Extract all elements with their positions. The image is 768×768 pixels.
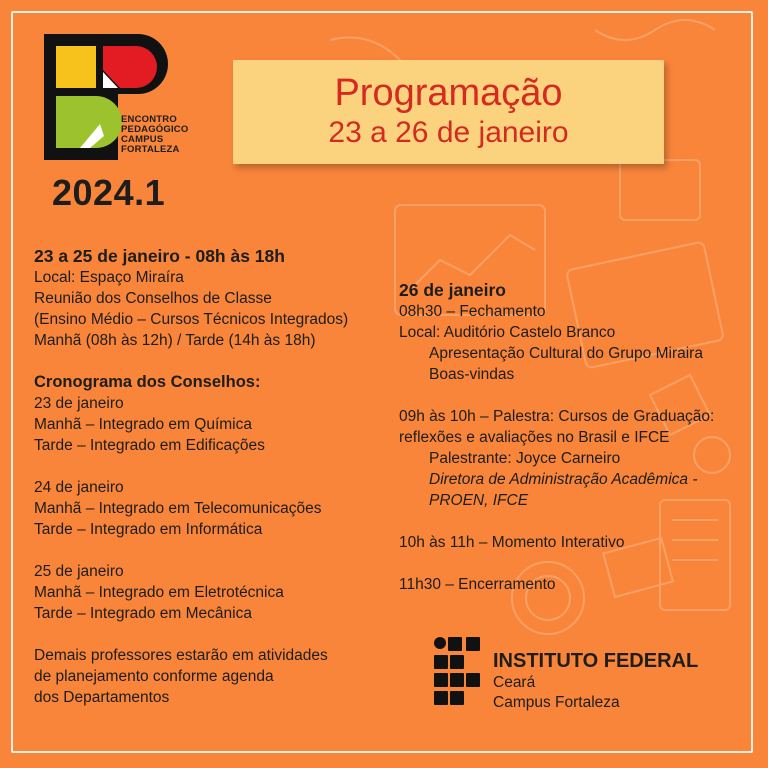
- right-line-8: Diretora de Administração Acadêmica -: [429, 471, 698, 488]
- note-line-3: dos Departamentos: [34, 689, 170, 706]
- right-line-2: Local: Auditório Castelo Branco: [399, 324, 616, 341]
- right-line-3: Apresentação Cultural do Grupo Miraira: [429, 345, 703, 362]
- page-title: Programação: [334, 72, 563, 114]
- right-line-1: 08h30 – Fechamento: [399, 303, 546, 320]
- day2-afternoon: Tarde – Integrado em Informática: [34, 521, 263, 538]
- day1-date: 23 de janeiro: [34, 395, 124, 412]
- cronograma-heading: Cronograma dos Conselhos:: [34, 373, 261, 391]
- left-line-2: Reunião dos Conselhos de Classe: [34, 290, 272, 307]
- right-heading: 26 de janeiro: [399, 280, 506, 300]
- left-local: Local: Espaço Miraíra: [34, 269, 184, 286]
- edition-label: 2024.1: [52, 172, 166, 213]
- left-line-4: Manhã (08h às 12h) / Tarde (14h às 18h): [34, 332, 316, 349]
- right-line-9: PROEN, IFCE: [429, 492, 529, 509]
- logo-line-2: PEDAGÓGICO: [121, 124, 189, 135]
- institution-name: INSTITUTO FEDERAL: [493, 650, 699, 672]
- right-schedule: [399, 280, 714, 595]
- day2-morning: Manhã – Integrado em Telecomunicações: [34, 500, 322, 517]
- right-line-6: reflexões e avaliações no Brasil e IFCE: [399, 429, 670, 446]
- day1-morning: Manhã – Integrado em Química: [34, 416, 252, 433]
- left-schedule: [34, 246, 348, 708]
- day3-afternoon: Tarde – Integrado em Mecânica: [34, 605, 252, 622]
- logo-line-3: CAMPUS: [121, 134, 164, 145]
- right-line-7: Palestrante: Joyce Carneiro: [429, 450, 621, 467]
- logo-line-4: FORTALEZA: [121, 144, 180, 155]
- left-line-3: (Ensino Médio – Cursos Técnicos Integrados): [34, 311, 349, 328]
- note-line-2: de planejamento conforme agenda: [34, 668, 274, 685]
- right-line-10: 10h às 11h – Momento Interativo: [399, 534, 625, 551]
- right-line-11: 11h30 – Encerramento: [399, 576, 556, 593]
- right-line-4: Boas-vindas: [429, 366, 515, 383]
- logo-caption: [121, 115, 188, 155]
- institution-block: [493, 650, 698, 713]
- right-line-5: 09h às 10h – Palestra: Cursos de Graduação:: [399, 408, 715, 425]
- title-box: [233, 60, 664, 164]
- day3-date: 25 de janeiro: [34, 563, 124, 580]
- day2-date: 24 de janeiro: [34, 479, 124, 496]
- page-dates: 23 a 26 de janeiro: [328, 116, 569, 149]
- day3-morning: Manhã – Integrado em Eletrotécnica: [34, 584, 284, 601]
- instituto-federal-icon: [433, 636, 483, 706]
- institution-campus: Campus Fortaleza: [493, 694, 620, 711]
- note-line-1: Demais professores estarão em atividades: [34, 647, 328, 664]
- logo-line-1: ENCONTRO: [121, 114, 177, 125]
- day1-afternoon: Tarde – Integrado em Edificações: [34, 437, 265, 454]
- left-heading: 23 a 25 de janeiro - 08h às 18h: [34, 246, 285, 266]
- institution-state: Ceará: [493, 674, 536, 691]
